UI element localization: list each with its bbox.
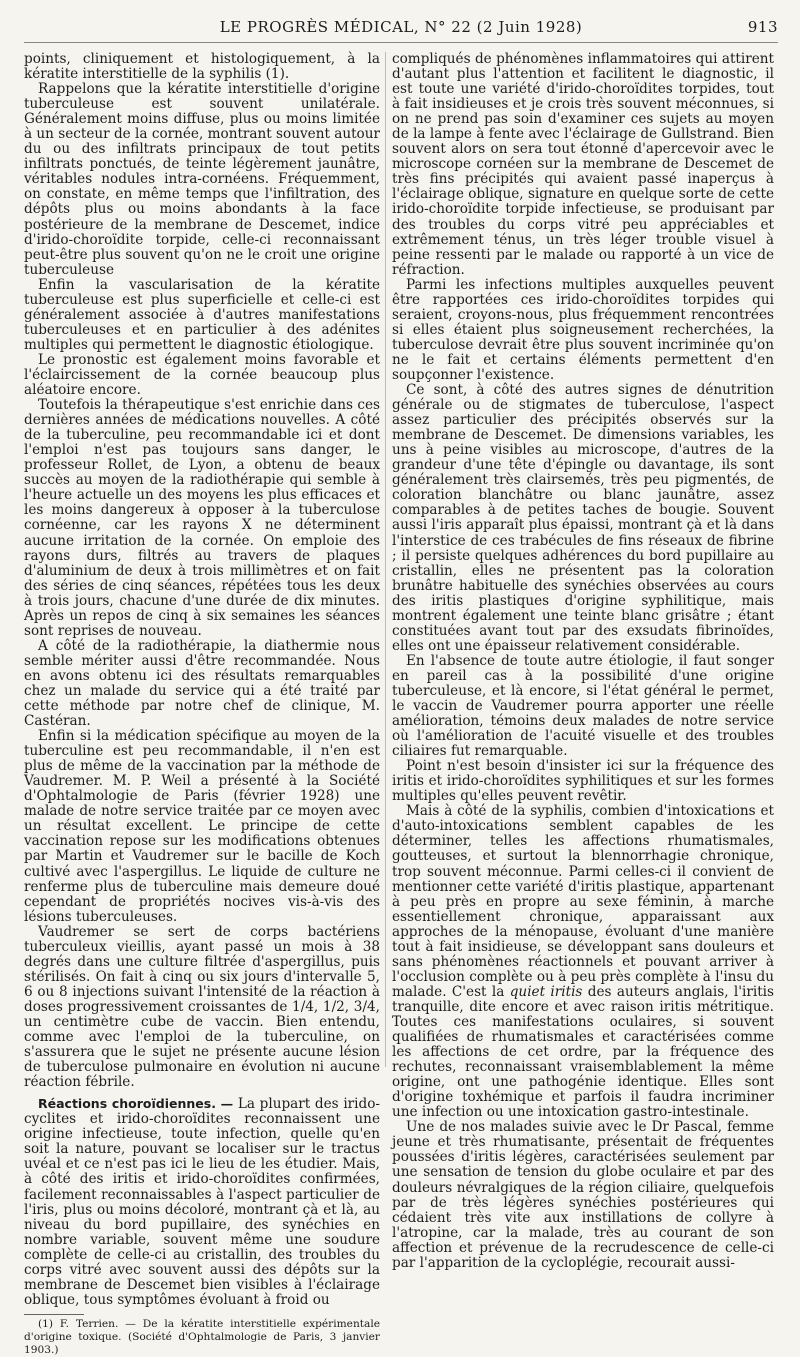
left-column (24, 51, 380, 1356)
section-heading: Réactions choroïdiennes. — (38, 1096, 234, 1112)
header-title: LE PROGRÈS MÉDICAL, N° 22 (2 Juin 1928) (219, 18, 583, 36)
paragraph: compliqués de phénomènes inflammatoires qui attirent d'autant plus l'attention et facilitent le diagnostic, il est toute une variété d'irido-choroïdites torpides, tout à fait insidieuses et je crois très souvent méconnues, si on ne prend pas soin d'examiner ces sujets au moyen de la lampe à fente avec l'éclairage de Gullstrand. Bien souvent alors on sera tout étonné d'apercevoir avec le microscope cornéen sur la membrane de Descemet de très fins précipités qui avaient passé inaperçus à l'éclairage oblique, signature en quelque sorte de cette irido-choroïdite torpide infectieuse, se produisant par des troubles du corps vitré peu appréciables et extrêmement ténus, un très léger trouble visuel à peine ressenti par le malade ou rapporté à un vice de réfraction. (392, 51, 774, 278)
footnote-rule (24, 1314, 84, 1315)
paragraph: Rappelons que la kératite interstitielle d'origine tuberculeuse est souvent unilatérale. Généralement moins diffuse, plus ou moins limitée à un secteur de la cornée, montrant souvent autour du ou des infiltrats principaux de tout petits infiltrats ponctués, de teinte légèrement jaunâtre, véritables nodules intra-cornéens. Fréquemment, on constate, en même temps que l'infiltration, des dépôts plus ou moins abondants à la face postérieure de la membrane de Descemet, indice d'irido-choroïdite torpide, celle-ci reconnaissant peut-être plus souvent qu'on ne le croit une origine tuberculeuse (24, 81, 380, 278)
text-run: des auteurs anglais, l'iritis tranquille, dite encore et avec raison iritis métritique. Toutes ces manifestations oculaires, si souvent qualifiées de rhumatismales et caractérisées comme les affections de cet ordre, par la fréquence des rechutes, reconnaissant vraisemblablement la même origine, ont une pathogénie identique. Elles sont d'origine toxhémique et parfois il faudra incriminer une infection ou une intoxication gastro-intestinale. (392, 983, 774, 1121)
paragraph: En l'absence de toute autre étiologie, il faut songer en pareil cas à la possibilité d'une origine tuberculeuse, et là encore, si l'état général le permet, le vaccin de Vaudremer pourra apporter une réelle amélioration, témoins deux malades de notre service où l'amélioration de l'acuité visuelle et des troubles ciliaires fut remarquable. (392, 652, 774, 760)
italic-term: quiet iritis (509, 983, 583, 1000)
running-header (24, 14, 778, 40)
paragraph (392, 804, 774, 1120)
paragraph: Le pronostic est également moins favorable et l'éclaircissement de la cornée beaucoup plus aléatoire encore. (24, 351, 380, 399)
paragraph: Enfin la vascularisation de la kératite tuberculeuse est plus superficielle et celle-ci est généralement associée à d'autres manifestations tuberculeuses et en particulier à des adénites multiples qui permettent le diagnostic étiologique. (24, 276, 380, 353)
page-number: 913 (747, 18, 778, 36)
paragraph: Toutefois la thérapeutique s'est enrichie dans ces dernières années de médications nouvelles. A côté de la tuberculine, peu recommandable ici et dont l'emploi n'est pas toujours sans danger, le professeur Rollet, de Lyon, a obtenu de beaux succès au moyen de la radiothérapie qui semble à l'heure actuelle un des moyens les plus efficaces et les moins dangereux à opposer à la tuberculose cornéenne, car les rayons X ne déterminent aucune irritation de la cornée. On emploie des rayons durs, filtrés au travers de plaques d'aluminium de deux à trois millimètres et on fait des séries de cinq séances, répétées tous les deux à trois jours, chacune d'une durée de dix minutes. Après un repos de cinq à six semaines les séances sont reprises de nouveau. (24, 397, 380, 639)
column-divider (385, 52, 386, 1067)
paragraph: Ce sont, à côté des autres signes de dénutrition générale ou de stigmates de tuberculose, l'aspect assez particulier des précipités observés sur la membrane de Descemet. De dimensions variables, les uns à peine visibles au microscope, d'autres de la grandeur d'une tête d'épingle ou davantage, ils sont généralement très clairsemés, très peu pigmentés, de coloration blanchâtre ou blanc jaunâtre, assez comparables à de petites taches de bougie. Souvent aussi l'iris apparaît plus épaissi, montrant çà et là dans l'interstice de ces trabécules de fins réseaux de fibrine ; il persiste quelques adhérences du bord pupillaire au cristallin, elles ne présentent pas la coloration brunâtre habituelle des synéchies observées au cours des iritis plastiques d'origine syphilitique, mais montrent également une teinte blanc grisâtre ; étant constituées avant tout par des exsudats fibrinoïdes, elles ont une épaisseur relativement considérable. (392, 382, 774, 654)
paragraph: Une de nos malades suivie avec le Dr Pascal, femme jeune et très rhumatisante, présentait de fréquentes poussées d'iritis légères, caractérisées seulement par une sensation de tension du globe oculaire et par des douleurs névralgiques de la région ciliaire, quelquefois par de très légères synéchies postérieures qui cédaient très vite aux instillations de collyre à l'atropine, car la malade, très au courant de son affection et prévenue de la recrudescence de celle-ci par l'apparition de la cycloplégie, recourait aussi- (392, 1119, 774, 1271)
paragraph: Enfin si la médication spécifique au moyen de la tuberculine est peu recommandable, il n'en est plus de même de la vaccination par la méthode de Vaudremer. M. P. Weil a présenté à la Société d'Ophtalmologie de Paris (février 1928) une malade de notre service traitée par ce moyen avec un résultat excellent. Le principe de cette vaccination repose sur les modifications obtenues par Martin et Vaudremer sur le bacille de Koch cultivé avec l'aspergillus. Le liquide de culture ne renferme plus de tuberculine mais demeure doué cependant de propriétés nocives vis-à-vis des lésions tuberculeuses. (24, 728, 380, 925)
paragraph: Vaudremer se sert de corps bactériens tuberculeux vieillis, ayant passé un mois à 38 degrés dans une culture filtrée d'aspergillus, puis stérilisés. On fait à cinq ou six jours d'intervalle 5, 6 ou 8 injections suivant l'intensité de la réaction à doses progressivement croissantes de 1/4, 1/2, 3/4, un centimètre cube de vaccin. Bien entendu, comme avec l'emploi de la tuberculine, on s'assurera que le sujet ne présente aucune lésion de tuberculose pulmonaire en évolution ni aucune réaction fébrile. (24, 923, 380, 1091)
paragraph: points, cliniquement et histologiquement, à la kératite interstitielle de la syphilis (1). (24, 51, 380, 83)
section-paragraph (24, 1096, 380, 1308)
paragraph: Parmi les infections multiples auxquelles peuvent être rapportées ces irido-choroïdites torpides qui seraient, croyons-nous, plus fréquemment rencontrées si elles étaient plus soigneusement recherchées, la tuberculose devrait être plus souvent incriminée qu'on ne le fait et certains éléments permettent d'en soupçonner l'existence. (392, 276, 774, 383)
footnote: (1) F. Terrien. — De la kératite interstitielle expérimentale d'origine toxique. (Société d'Ophtalmologie de Paris, 3 janvier 1903.) (24, 1317, 380, 1356)
paragraph: A côté de la radiothérapie, la diathermie nous semble mériter aussi d'être recommandée. Nous en avons obtenu ici des résultats remarquables chez un malade du service qui a été traité par cette méthode par notre chef de clinique, M. Castéran. (24, 637, 380, 730)
section-text: La plupart des irido-cyclites et irido-choroïdites reconnaissent une origine infectieuse, toute infection, quelle qu'en soit la nature, pouvant se localiser sur le tractus uvéal et ce n'est pas ici le lieu de les étudier. Mais, à côté des iritis et irido-choroïdites confirmées, facilement reconnaissables à l'aspect particulier de l'iris, plus ou moins décoloré, montrant çà et là, au niveau du bord pupillaire, des synéchies en nombre variable, souvent même une soudure complète de celle-ci au cristallin, des troubles du corps vitré avec souvent aussi des dépôts sur la membrane de Descemet bien visibles à l'éclairage oblique, tous symptômes évoluant à froid ou (24, 1096, 380, 1308)
paragraph: Point n'est besoin d'insister ici sur la fréquence des iritis et irido-choroïdites syphilitiques et sur les formes multiples qu'elles peuvent revêtir. (392, 758, 774, 805)
text-run: Mais à côté de la syphilis, combien d'intoxications et d'auto-intoxications semblent capables de les déterminer, telles les affections rhumatismales, goutteuses, et surtout la blennorrhagie chronique, trop souvent méconnue. Parmi celles-ci il convient de mentionner cette variété d'iritis plastique, appartenant à peu près en propre au sexe féminin, à marche essentiellement chronique, apparaissant aux approches de la ménopause, évoluant d'une manière tout à fait insidieuse, se développant sans douleurs et sans phénomènes réactionnels et pouvant arriver à l'occlusion complète ou à peu près complète à l'insu du malade. C'est la (392, 803, 774, 1000)
header-rule (24, 42, 778, 43)
right-column (392, 51, 774, 1271)
